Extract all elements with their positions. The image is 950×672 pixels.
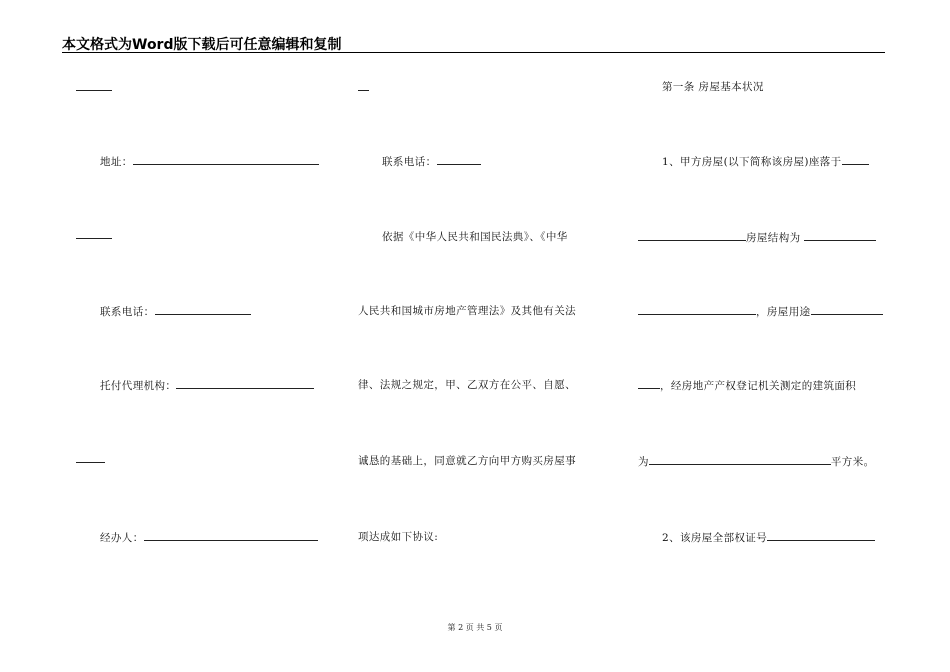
- basis-paragraph-line: 依据《中华人民共和国民法典》、《中华: [382, 231, 568, 243]
- location-label: 1、甲方房屋(以下简称该房屋)座落于: [662, 156, 842, 168]
- certificate-blank: [767, 530, 875, 541]
- area-blank: [649, 454, 831, 465]
- area-desc-label: ，经房地产产权登记机关测定的建筑面积: [660, 380, 857, 392]
- usage-blank: [811, 304, 883, 315]
- page-number: 第 2 页 共 5 页: [447, 623, 503, 632]
- agency-line: [100, 378, 314, 393]
- structure-blank: [804, 230, 876, 241]
- blank-line: [358, 90, 369, 91]
- phone-label: 联系电话：: [100, 306, 155, 318]
- area-unit: 平方米。: [830, 456, 875, 468]
- structure-line: [638, 230, 876, 245]
- area-desc-line: [638, 378, 856, 393]
- address-label: 地址：: [100, 156, 133, 168]
- header-rule: [62, 52, 885, 53]
- blank-line: [76, 238, 112, 239]
- area-prefix: 为: [638, 456, 649, 468]
- section-title: 第一条 房屋基本状况: [662, 81, 764, 93]
- area-value-line: [638, 454, 875, 469]
- usage-label: ，房屋用途: [756, 306, 811, 318]
- basis-paragraph-line: 项达成如下协议:: [358, 531, 439, 543]
- structure-blank-continued: [638, 304, 756, 315]
- usage-blank-continued: [638, 378, 660, 389]
- basis-paragraph-line: 律、法规之规定，甲、乙双方在公平、自愿、: [358, 379, 576, 391]
- phone-blank-2: [437, 154, 481, 165]
- phone-label-2: 联系电话：: [382, 156, 437, 168]
- structure-label: 房屋结构为: [746, 232, 801, 244]
- phone-line-2: [382, 154, 481, 169]
- handler-label: 经办人：: [100, 532, 144, 544]
- certificate-label: 2、该房屋全部权证号: [662, 532, 768, 544]
- phone-line: [100, 304, 251, 319]
- location-blank: [842, 154, 869, 165]
- location-blank-continued: [638, 230, 746, 241]
- document-header-title: 本文格式为Word版下载后可任意编辑和复制: [62, 37, 342, 53]
- address-blank: [133, 154, 319, 165]
- basis-paragraph-line: 人民共和国城市房地产管理法》及其他有关法: [358, 305, 576, 317]
- handler-blank: [144, 530, 318, 541]
- phone-blank: [155, 304, 251, 315]
- address-line: [100, 154, 319, 169]
- location-line: [662, 154, 869, 169]
- blank-line: [76, 462, 105, 463]
- basis-paragraph-line: 诚恳的基础上，同意就乙方向甲方购买房屋事: [358, 455, 576, 467]
- certificate-line: [662, 530, 875, 545]
- agency-label: 托付代理机构：: [100, 380, 177, 392]
- blank-line: [76, 90, 112, 91]
- usage-line: [638, 304, 883, 319]
- agency-blank: [176, 378, 314, 389]
- handler-line: [100, 530, 318, 545]
